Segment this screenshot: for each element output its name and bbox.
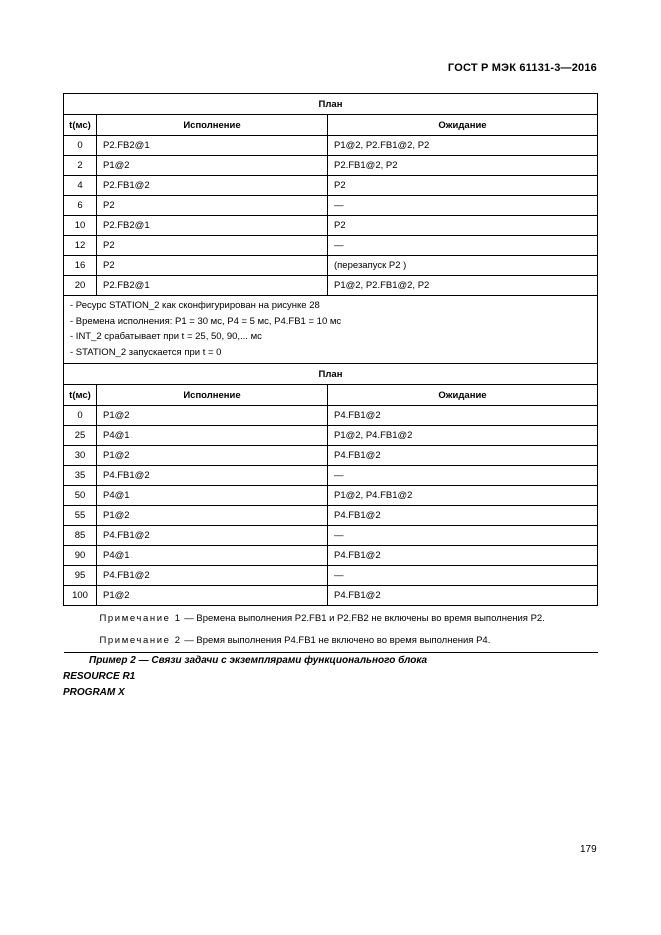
footnote-text: — Времена выполнения P2.FB1 и P2.FB2 не включены во время выполнения P2.	[181, 612, 545, 624]
time-cell: 20	[64, 276, 97, 296]
time-cell: 35	[64, 466, 97, 486]
footnote-label: Примечание 2	[99, 634, 182, 646]
exec-cell: P1@2	[97, 406, 328, 426]
table-row	[64, 136, 598, 156]
table1-col-time: t(мс)	[64, 115, 97, 136]
table-row	[64, 566, 598, 586]
exec-cell: P4.FB1@2	[97, 466, 328, 486]
table2-header-row	[64, 385, 598, 406]
wait-cell: P4.FB1@2	[328, 406, 598, 426]
table-row	[64, 506, 598, 526]
table-row	[64, 236, 598, 256]
exec-cell: P4@1	[97, 486, 328, 506]
page-number: 179	[580, 844, 597, 855]
footnote-text: — Время выполнения P4.FB1 не включено во время выполнения P4.	[181, 634, 491, 646]
time-cell: 55	[64, 506, 97, 526]
table-row	[64, 446, 598, 466]
exec-cell: P2	[97, 256, 328, 276]
time-cell: 0	[64, 406, 97, 426]
time-cell: 85	[64, 526, 97, 546]
time-cell: 4	[64, 176, 97, 196]
time-cell: 10	[64, 216, 97, 236]
footnote-row	[64, 629, 598, 653]
exec-cell: P1@2	[97, 586, 328, 606]
footnote-1	[64, 606, 598, 630]
table-row	[64, 526, 598, 546]
table-row	[64, 216, 598, 236]
table-row	[64, 426, 598, 446]
table-row	[64, 196, 598, 216]
table-row	[64, 156, 598, 176]
exec-cell: P2.FB2@1	[97, 276, 328, 296]
table2-col-exec: Исполнение	[97, 385, 328, 406]
table-row	[64, 586, 598, 606]
document-header: ГОСТ Р МЭК 61131-3—2016	[447, 62, 597, 74]
notes-cell	[64, 296, 598, 364]
table2-title-row	[64, 364, 598, 385]
exec-cell: P2.FB2@1	[97, 216, 328, 236]
wait-cell: —	[328, 196, 598, 216]
note-line: - Ресурс STATION_2 как сконфигурирован на рисунке 28	[70, 300, 320, 311]
table-row	[64, 546, 598, 566]
exec-cell: P1@2	[97, 506, 328, 526]
time-cell: 0	[64, 136, 97, 156]
table-row	[64, 176, 598, 196]
note-line: - INT_2 срабатывает при t = 25, 50, 90,... мс	[70, 331, 262, 342]
resource-line: RESOURCE R1	[63, 671, 136, 682]
notes-row	[64, 296, 598, 364]
exec-cell: P1@2	[97, 156, 328, 176]
table1-col-exec: Исполнение	[97, 115, 328, 136]
time-cell: 6	[64, 196, 97, 216]
time-cell: 16	[64, 256, 97, 276]
wait-cell: —	[328, 236, 598, 256]
schedule-table	[63, 93, 598, 653]
note-line: - STATION_2 запускается при t = 0	[70, 346, 222, 358]
program-line: PROGRAM X	[63, 687, 125, 698]
footnote-2	[64, 629, 598, 653]
wait-cell: P4.FB1@2	[328, 546, 598, 566]
time-cell: 50	[64, 486, 97, 506]
note-line: - Времена исполнения: P1 = 30 мс, P4 = 5 мс, P4.FB1 = 10 мс	[70, 315, 342, 327]
exec-cell: P2	[97, 196, 328, 216]
wait-cell: P1@2, P4.FB1@2	[328, 486, 598, 506]
time-cell: 12	[64, 236, 97, 256]
wait-cell: P1@2, P2.FB1@2, P2	[328, 276, 598, 296]
exec-cell: P4@1	[97, 426, 328, 446]
table2-title: План	[64, 364, 598, 385]
table-row	[64, 466, 598, 486]
time-cell: 95	[64, 566, 97, 586]
exec-cell: P2	[97, 236, 328, 256]
exec-cell: P4.FB1@2	[97, 566, 328, 586]
time-cell: 90	[64, 546, 97, 566]
wait-cell: —	[328, 566, 598, 586]
wait-cell: P2	[328, 216, 598, 236]
table-row	[64, 486, 598, 506]
wait-cell: (перезапуск P2 )	[328, 256, 598, 276]
time-cell: 30	[64, 446, 97, 466]
example-title: Пример 2 — Связи задачи с экземплярами функционального блока	[89, 655, 428, 666]
wait-cell: P1@2, P4.FB1@2	[328, 426, 598, 446]
footnote-label: Примечание 1	[99, 612, 182, 624]
time-cell: 25	[64, 426, 97, 446]
footnote-row	[64, 606, 598, 630]
wait-cell: —	[328, 466, 598, 486]
table1-header-row	[64, 115, 598, 136]
table1-col-wait: Ожидание	[328, 115, 598, 136]
wait-cell: P1@2, P2.FB1@2, P2	[328, 136, 598, 156]
exec-cell: P4@1	[97, 546, 328, 566]
wait-cell: —	[328, 526, 598, 546]
exec-cell: P2.FB1@2	[97, 176, 328, 196]
exec-cell: P2.FB2@1	[97, 136, 328, 156]
table1-title-row	[64, 94, 598, 115]
table-row	[64, 256, 598, 276]
table2-col-wait: Ожидание	[328, 385, 598, 406]
wait-cell: P2	[328, 176, 598, 196]
table1-title: План	[64, 94, 598, 115]
exec-cell: P4.FB1@2	[97, 526, 328, 546]
time-cell: 100	[64, 586, 97, 606]
table2-col-time: t(мс)	[64, 385, 97, 406]
wait-cell: P4.FB1@2	[328, 446, 598, 466]
wait-cell: P4.FB1@2	[328, 586, 598, 606]
wait-cell: P4.FB1@2	[328, 506, 598, 526]
exec-cell: P1@2	[97, 446, 328, 466]
wait-cell: P2.FB1@2, P2	[328, 156, 598, 176]
time-cell: 2	[64, 156, 97, 176]
table-row	[64, 276, 598, 296]
table-row	[64, 406, 598, 426]
